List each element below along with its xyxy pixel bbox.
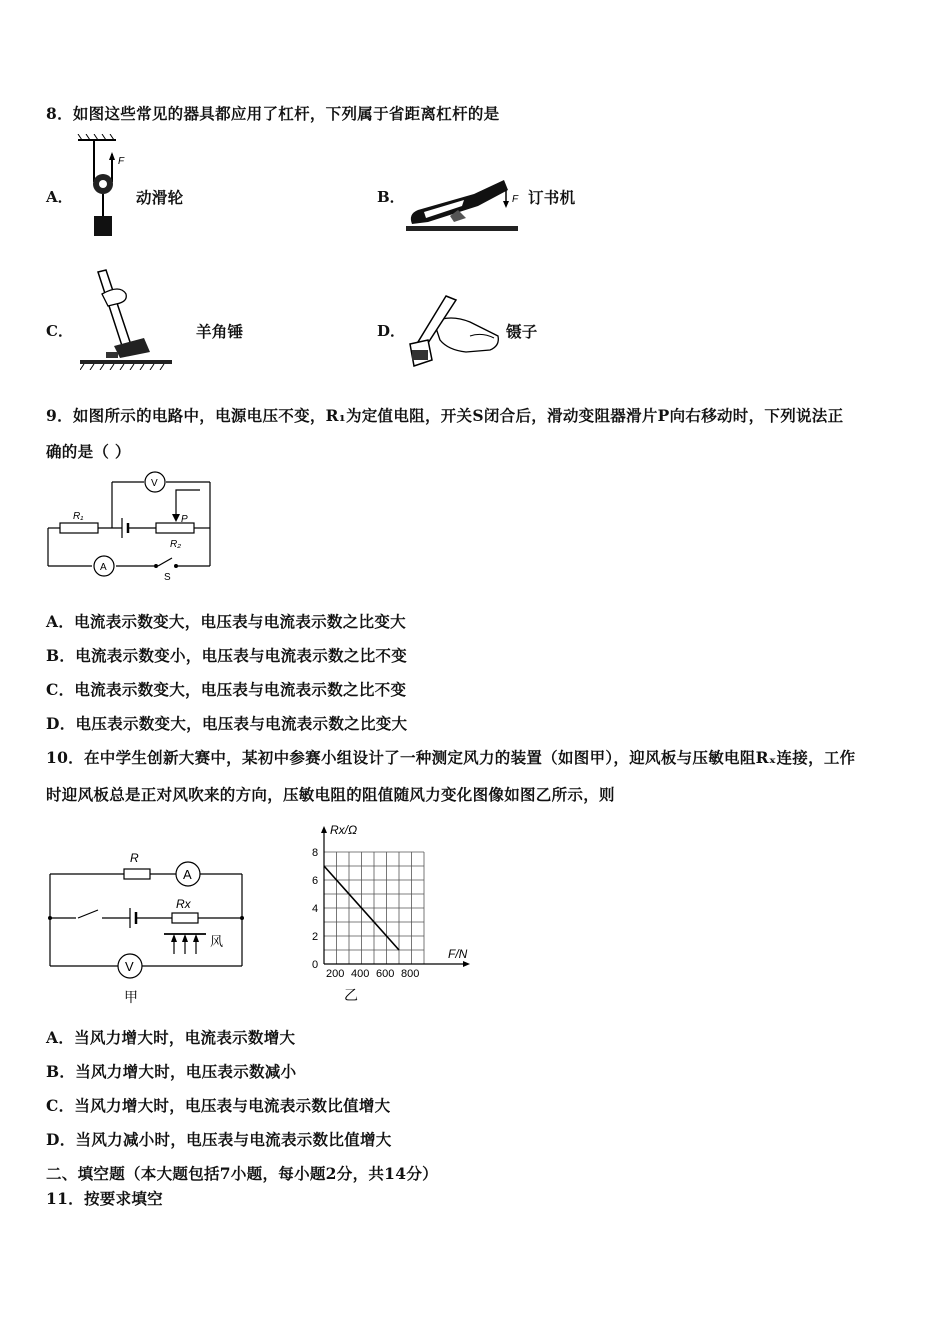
y-tick-label: 0	[312, 959, 319, 971]
q9-circuit-diagram	[40, 470, 220, 582]
svg-text:S: S	[164, 572, 171, 582]
svg-text:Rx: Rx	[176, 897, 191, 911]
q10-option-c: C．当风力增大时，电压表与电流表示数比值增大	[46, 1096, 391, 1115]
x-tick-label: 200	[326, 968, 345, 980]
q8-option-a-label: 动滑轮	[136, 188, 184, 207]
y-axis-arrow	[321, 826, 327, 833]
x-axis-arrow	[463, 961, 470, 967]
svg-text:A: A	[183, 867, 192, 882]
q9-option-a: A．电流表示数变大，电压表与电流表示数之比变大	[46, 612, 406, 631]
q10-graph-yi	[292, 818, 482, 1006]
svg-text:R₂: R₂	[170, 539, 182, 550]
chart-ylabel: Rx/Ω	[330, 823, 358, 837]
svg-text:R: R	[130, 851, 139, 865]
q10-option-a: A．当风力增大时，电流表示数增大	[46, 1028, 296, 1047]
chart-caption: 乙	[344, 987, 358, 1003]
q10-stem-line1: 10．在中学生创新大赛中，某初中参赛小组设计了一种测定风力的装置（如图甲），迎风板与压敏电阻Rₓ连接，工作	[46, 748, 856, 767]
q8-option-d-label: 镊子	[506, 322, 538, 341]
q9-stem-line1: 9．如图所示的电路中，电源电压不变，R₁为定值电阻，开关S闭合后，滑动变阻器滑片P向右移动时，下列说法正	[46, 406, 844, 425]
svg-text:A: A	[100, 562, 107, 573]
q10-stem-line2: 时迎风板总是正对风吹来的方向，压敏电阻的阻值随风力变化图像如图乙所示，则	[46, 785, 615, 804]
y-tick-label: 8	[312, 847, 319, 859]
svg-text:P: P	[181, 514, 188, 525]
svg-text:F: F	[118, 156, 125, 167]
q8-option-b-label: 订书机	[528, 188, 576, 207]
q9-stem-line2: 确的是（ ）	[46, 442, 131, 461]
pulley-figure	[76, 134, 136, 244]
chart-xlabel: F/N	[448, 947, 468, 961]
q8-option-c-letter: C．	[46, 322, 73, 340]
section2-heading: 二、填空题（本大题包括7小题，每小题2分，共14分）	[46, 1164, 438, 1183]
svg-text:V: V	[151, 478, 158, 489]
q10-option-d: D．当风力减小时，电压表与电流表示数比值增大	[46, 1130, 392, 1149]
claw-hammer-figure	[80, 268, 172, 370]
q9-option-c: C．电流表示数变大，电压表与电流表示数之比不变	[46, 680, 407, 699]
q11-stem: 11．按要求填空	[46, 1189, 163, 1208]
q10-option-b: B．当风力增大时，电压表示数减小	[46, 1062, 297, 1081]
y-tick-label: 6	[312, 875, 319, 887]
q8-option-d-letter: D．	[377, 322, 406, 340]
x-tick-label: 400	[351, 968, 370, 980]
svg-text:F: F	[512, 194, 519, 205]
svg-text:甲: 甲	[124, 989, 138, 1005]
q8-option-c-label: 羊角锤	[196, 322, 244, 341]
stapler-figure	[404, 166, 524, 238]
q8-option-b-letter: B．	[377, 188, 405, 206]
q9-option-b: B．电流表示数变小，电压表与电流表示数之比不变	[46, 646, 408, 665]
svg-text:R₁: R₁	[73, 511, 84, 522]
q9-option-d: D．电压表示数变大，电压表与电流表示数之比变大	[46, 714, 408, 733]
q8-stem: 8．如图这些常见的器具都应用了杠杆，下列属于省距离杠杆的是	[46, 104, 500, 123]
chart-grid	[324, 852, 424, 964]
svg-text:V: V	[125, 959, 134, 974]
q10-circuit-jia	[44, 846, 254, 1008]
svg-text:风: 风	[210, 934, 224, 949]
y-tick-label: 2	[312, 931, 319, 943]
x-tick-label: 600	[376, 968, 395, 980]
q8-option-a-letter: A．	[46, 188, 73, 206]
tweezers-figure	[404, 292, 504, 370]
x-tick-label: 800	[401, 968, 420, 980]
y-tick-label: 4	[312, 903, 319, 915]
